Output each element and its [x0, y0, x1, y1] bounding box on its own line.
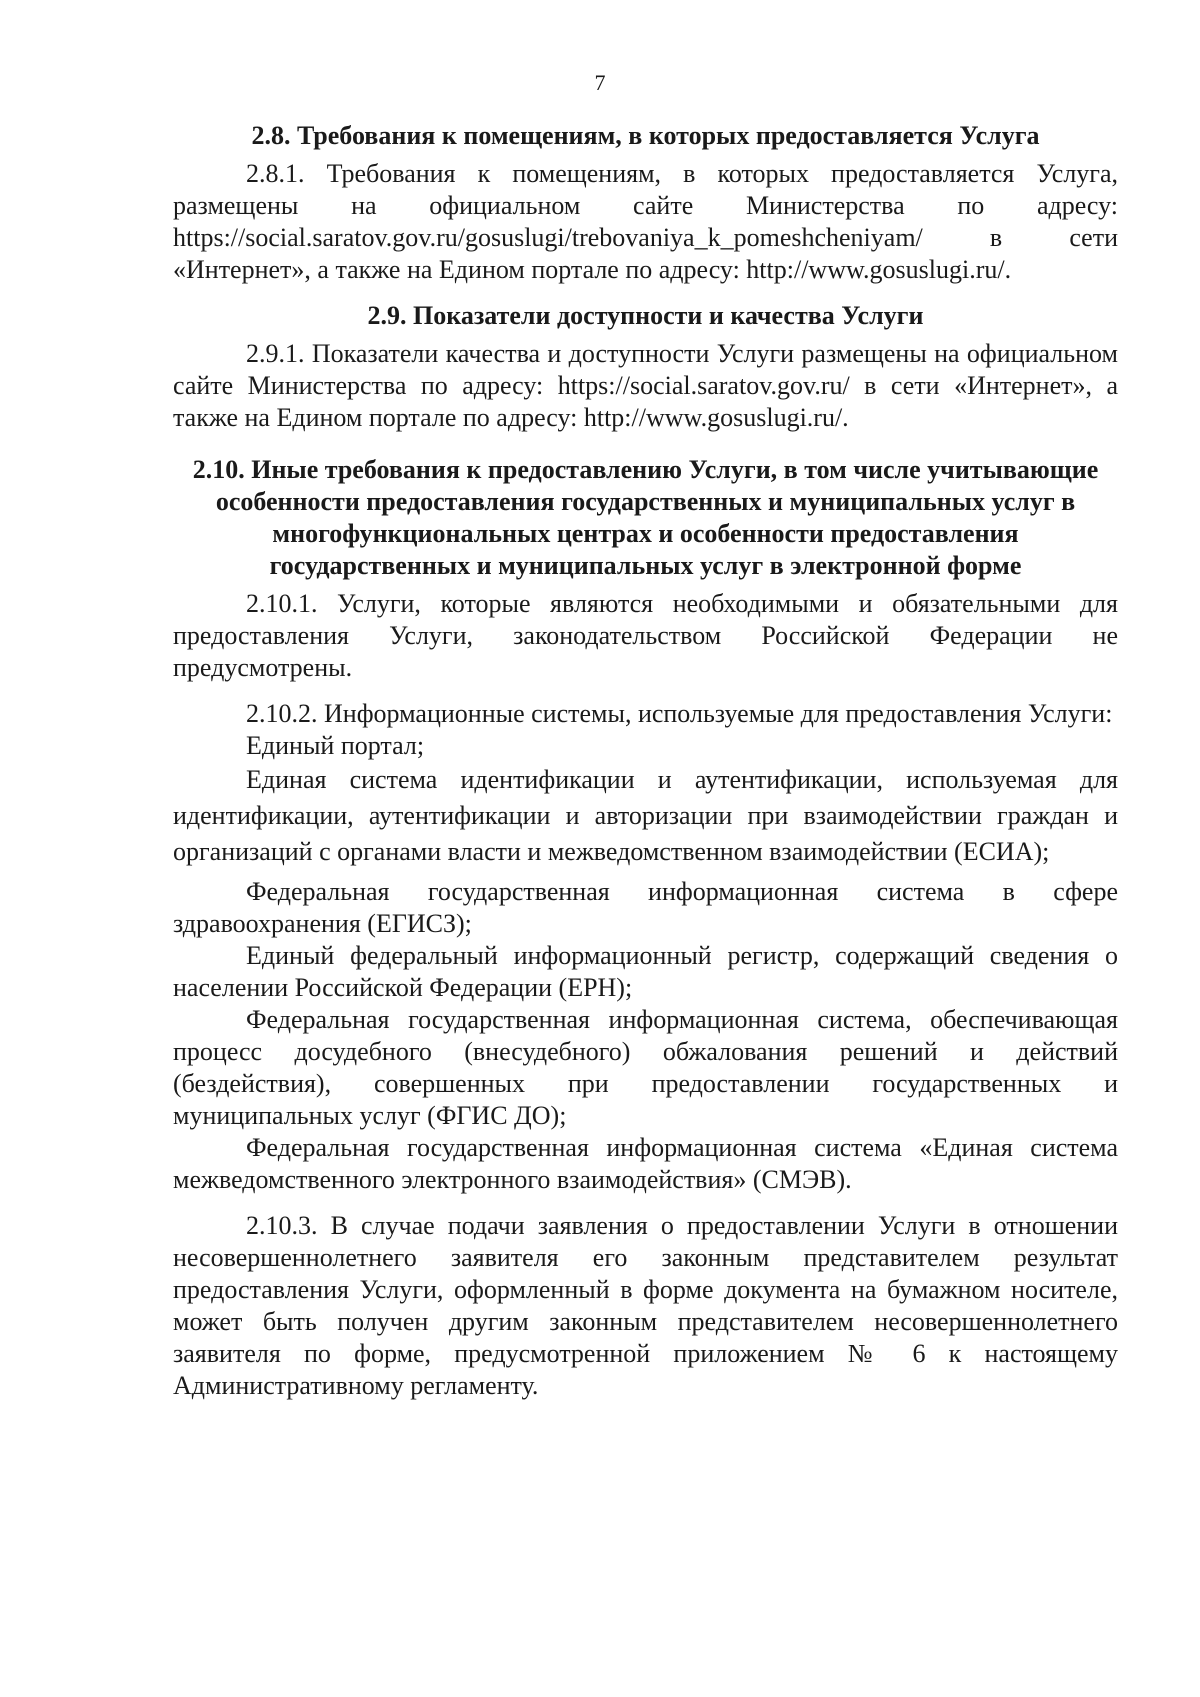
- section-heading-2-10: 2.10. Иные требования к предоставлению Услуги, в том числе учитывающие особенности предоставления государственных и муниципальных услуг в многофункциональных центрах и особенности предоставления государственных и муниципальных услуг в электронной форме: [192, 455, 1099, 580]
- paragraph-2-10-2: 2.10.2. Информационные системы, используемые для предоставления Услуги:: [246, 699, 1113, 728]
- system-item-1: Единый портал;: [246, 731, 425, 760]
- page-content: [173, 120, 1118, 1402]
- paragraph-2-9-1: 2.9.1. Показатели качества и доступности Услуги размещены на официальном сайте Министерства по адресу: https://social.saratov.gov.ru/ в сети «Интернет», а также на Едином портале по адресу: http://www.gosuslugi.ru/.: [173, 339, 1118, 432]
- system-item-6: Федеральная государственная информационная система «Единая система межведомственного электронного взаимодействия» (СМЭВ).: [173, 1133, 1118, 1194]
- paragraph-2-10-1: 2.10.1. Услуги, которые являются необходимыми и обязательными для предоставления Услуги, законодательством Российской Федерации не предусмотрены.: [173, 589, 1118, 682]
- page-number: 7: [594, 70, 606, 95]
- section-heading-2-9: 2.9. Показатели доступности и качества Услуги: [367, 301, 924, 330]
- paragraph-2-8-1: 2.8.1. Требования к помещениям, в которых предоставляется Услуга, размещены на официальном сайте Министерства по адресу: https://social.saratov.gov.ru/gosuslugi/trebovaniya_k_pomeshcheniyam/ в сети «Интернет», а также на Едином портале по адресу: http://www.gosuslugi.ru/.: [173, 159, 1118, 284]
- section-heading-2-8: 2.8. Требования к помещениям, в которых предоставляется Услуга: [251, 121, 1040, 150]
- system-item-5: Федеральная государственная информационная система, обеспечивающая процесс досудебного (внесудебного) обжалования решений и действий (бездействия), совершенных при предоставлении государственных и муниципальных услуг (ФГИС ДО);: [173, 1005, 1118, 1130]
- system-item-2: Единая система идентификации и аутентификации, используемая для идентификации, аутентификации и авторизации при взаимодействии граждан и организаций с органами власти и межведомственном взаимодействии (ЕСИА);: [173, 765, 1118, 866]
- system-item-4: Единый федеральный информационный регистр, содержащий сведения о населении Российской Федерации (ЕРН);: [173, 941, 1118, 1002]
- system-item-3: Федеральная государственная информационная система в сфере здравоохранения (ЕГИСЗ);: [173, 877, 1118, 938]
- paragraph-2-10-3: 2.10.3. В случае подачи заявления о предоставлении Услуги в отношении несовершеннолетнего заявителя его законным представителем результат предоставления Услуги, оформленный в форме документа на бумажном носителе, может быть получен другим законным представителем несовершеннолетнего заявителя по форме, предусмотренной приложением № 6 к настоящему Административному регламенту.: [173, 1211, 1118, 1400]
